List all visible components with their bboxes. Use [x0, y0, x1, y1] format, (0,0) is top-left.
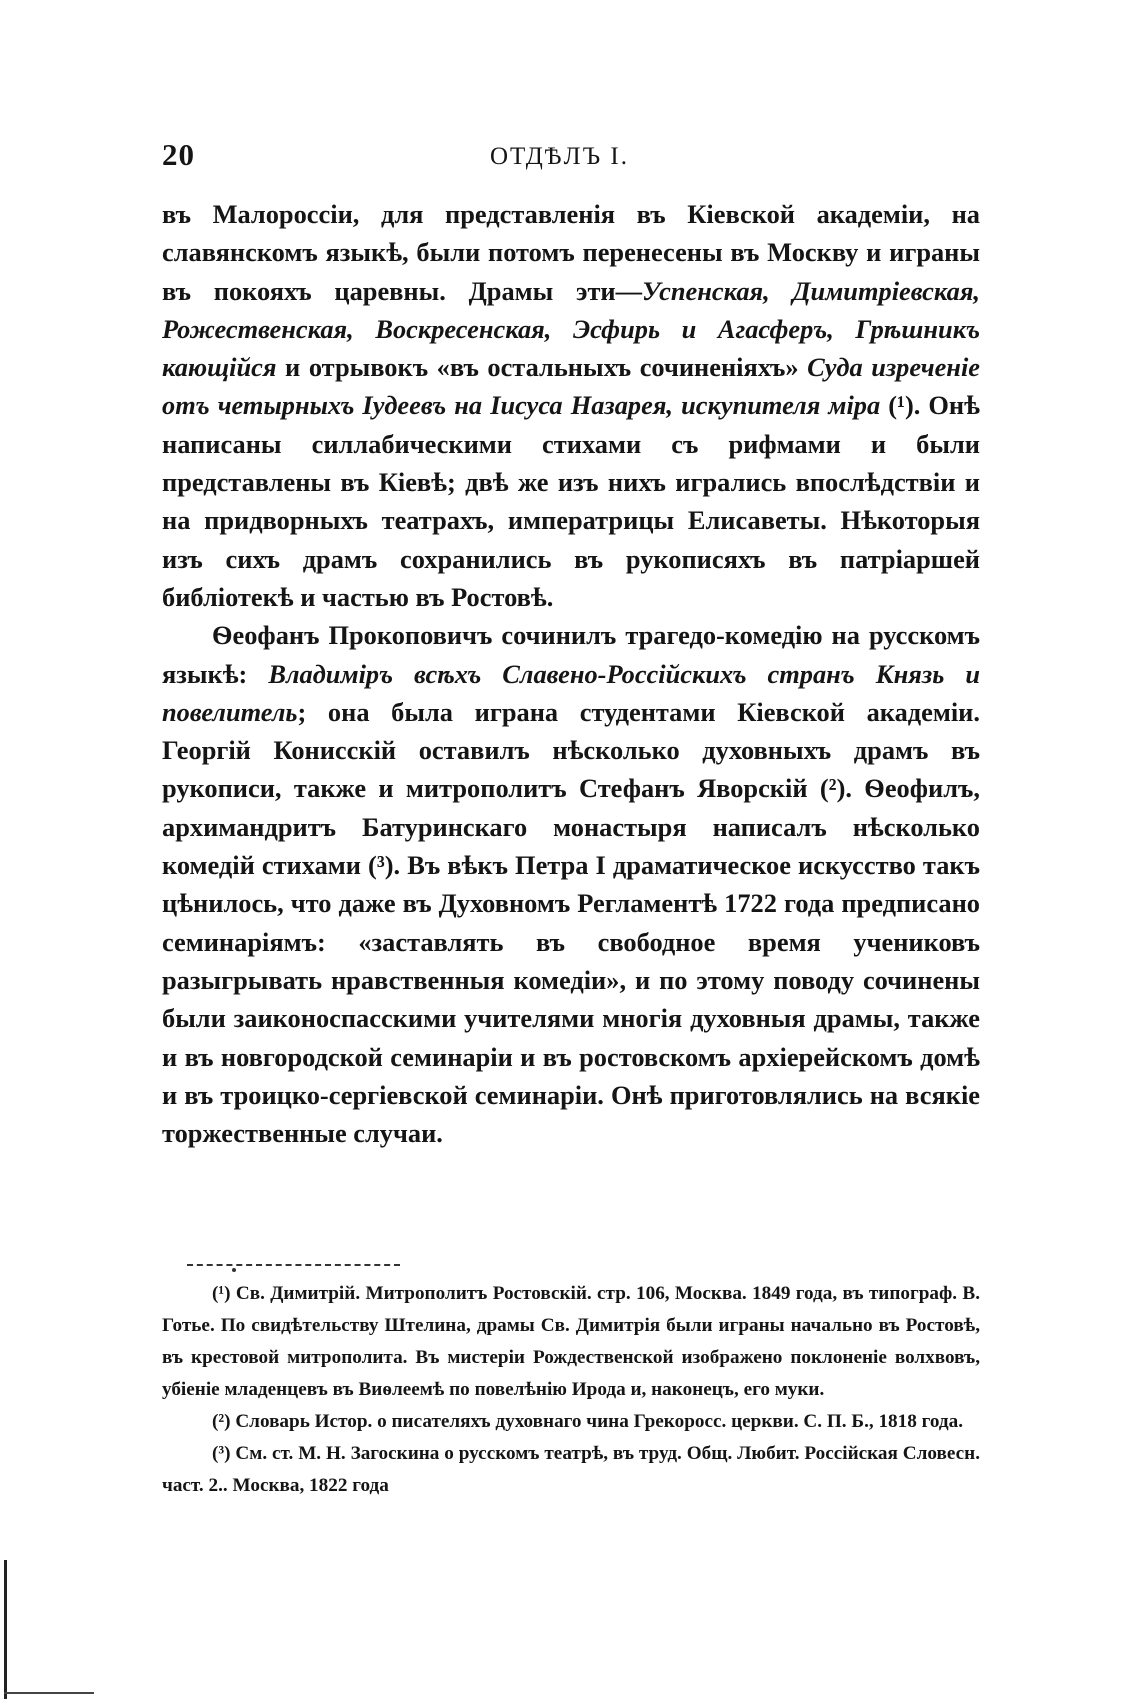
scan-edge-bottom-line — [4, 1692, 94, 1694]
footnotes — [162, 1278, 980, 1502]
paragraph-1-text-b: и отрывокъ «въ остальныхъ сочиненіяхъ» — [276, 352, 808, 383]
paragraph-2-text-a: Ѳеофанъ Прокоповичъ сочинилъ трагедо-комедію на русскомъ языкѣ: — [162, 620, 980, 689]
paragraph-2-text-b: ; она была играна студентами Кіевской академіи. Георгій Конисскій оставилъ нѣсколько духовныхъ драмъ въ рукописи, также и митрополитъ Стефанъ Яворскій (²). Ѳеофилъ, архимандритъ Батуринскаго монастыря написалъ нѣсколько комедій стихами (³). Въ вѣкъ Петра I драматическое искусство такъ цѣнилось, что даже въ Духовномъ Регламентѣ 1722 года предписано семинаріямъ: «заставлять въ свободное время учениковъ разыгрывать нравственныя комедіи», и по этому поводу сочинены были заиконоспасскими учителями многія духовныя драмы, также и въ новгородской семинаріи и въ ростовскомъ архіерейскомъ домѣ и въ троицко-сергіевской семинаріи. Онѣ приготовлялись на всякіе торжественные случаи. — [162, 696, 980, 1149]
main-text — [162, 195, 980, 1152]
paragraph-2 — [162, 616, 980, 1152]
scan-edge-line — [4, 1560, 7, 1699]
paragraph-1-text-c: (¹). Онѣ написаны силлабическими стихами съ рифмами и были представлены въ Кіевѣ; двѣ же изъ нихъ игрались впослѣдствіи и на придворныхъ театрахъ, императрицы Елисаветы. Нѣкоторыя изъ сихъ драмъ сохранились въ рукописяхъ въ патріаршей библіотекѣ и частью въ Ростовѣ. — [162, 390, 980, 612]
paragraph-1 — [162, 195, 980, 616]
footnote-1: (¹) Св. Димитрій. Митрополитъ Ростовскій. стр. 106, Москва. 1849 года, въ типограф. В. Готье. По свидѣтельству Штелина, драмы Св. Димитрія были играны начально въ Ростовѣ, въ крестовой митрополита. Въ мистеріи Рождественской изображено поклоненіе волхвовъ, убіеніе младенцевъ въ Виѳлеемѣ по повелѣнію Ирода и, наконецъ, его муки. — [162, 1283, 980, 1400]
page-number: 20 — [162, 137, 195, 172]
footnote-3: (³) См. ст. М. Н. Загоскина о русскомъ театрѣ, въ труд. Общ. Любит. Россійская Словесн. част. 2.. Москва, 1822 года — [162, 1443, 980, 1496]
paragraph-1-drama-titles: Успенская, Димитріевская, Рожественская, Воскресенская, Эсфирь и Агасферъ, Грѣшникъ кающійся — [162, 275, 981, 383]
footnote-separator — [187, 1264, 400, 1266]
paragraph-1-text-a: въ Малороссіи, для представленія въ Кіевской академіи, на славянскомъ языкѣ, были потомъ перенесены въ Москву и играны въ покояхъ царевны. Драмы эти— — [162, 199, 980, 306]
paragraph-1-judgement-title: Суда изреченіе отъ четырныхъ Iудеевъ на Iисуса Назарея, искупителя міра — [162, 352, 980, 421]
footnote-separator-dot — [232, 1268, 236, 1272]
page-header — [160, 137, 1000, 177]
running-head: ОТДѢЛЪ I. — [490, 143, 630, 170]
footnote-2: (²) Словарь Истор. о писателяхъ духовнаго чина Грекоросс. церкви. С. П. Б., 1818 года. — [212, 1411, 963, 1432]
paragraph-2-play-title: Владиміръ всѣхъ Славено-Россійскихъ странъ Князь и повелитель — [162, 658, 980, 727]
